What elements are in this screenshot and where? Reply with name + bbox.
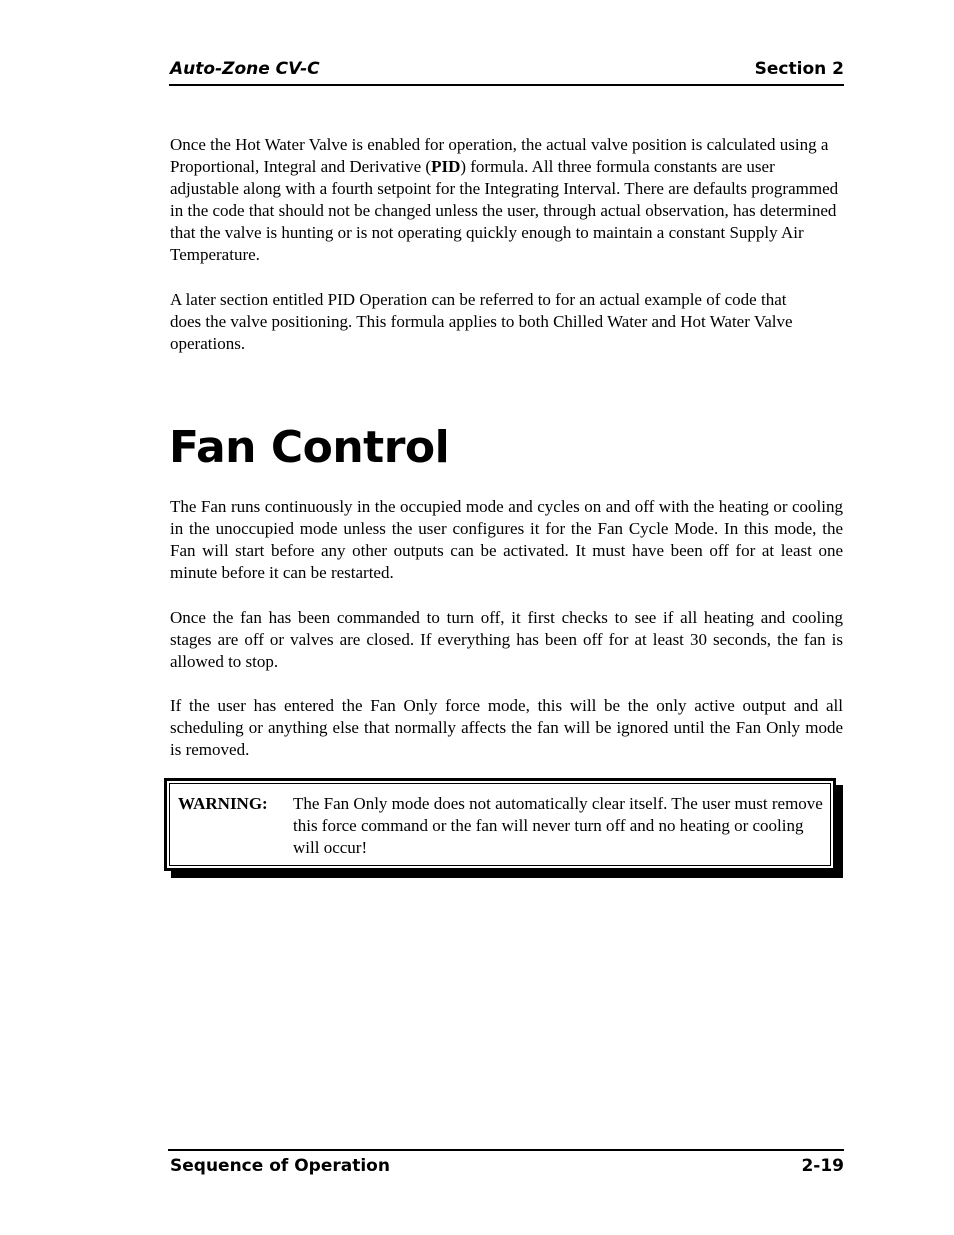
footer-page-number: 2-19 <box>801 1156 844 1176</box>
page-header <box>169 58 844 86</box>
paragraph-fan-operation: The Fan runs continuously in the occupied mode and cycles on and off with the heating or cooling in the unoccupied mode unless the user configures it for the Fan Cycle Mode. In this mode, the Fan will start before any other outputs can be activated. It must have been off for at least one minute before it can be restarted. <box>170 497 843 582</box>
warning-text: The Fan Only mode does not automatically clear itself. The user must remove this force command or the fan will never turn off and no heating or cooling will occur! <box>293 794 823 857</box>
pid-term: PID <box>431 157 461 176</box>
warning-label: WARNING: <box>178 794 268 813</box>
paragraph-fan-turn-off: Once the fan has been commanded to turn off, it first checks to see if all heating and cooling stages are off or valves are closed. If everything has been off for at least 30 seconds, the fan is allowed to stop. <box>170 608 843 671</box>
paragraph-fan-only-mode: If the user has entered the Fan Only force mode, this will be the only active output and all scheduling or anything else that normally affects the fan will be ignored until the Fan Only mode is removed. <box>170 696 843 759</box>
paragraph-hot-water-valve <box>170 134 845 266</box>
section-heading-fan-control: Fan Control <box>169 422 450 473</box>
paragraph-pid-reference: A later section entitled PID Operation can be referred to for an actual example of code that does the valve positioning. This formula applies to both Chilled Water and Hot Water Valve operations. <box>170 290 793 353</box>
footer-chapter-title: Sequence of Operation <box>170 1156 390 1176</box>
header-section-label: Section 2 <box>754 59 844 79</box>
paragraph-text: Once the Hot Water Valve is enabled for operation, the actual valve position is calculated using a Proportional, Integral and Derivative ( <box>170 135 829 176</box>
page-footer <box>168 1149 844 1181</box>
paragraph-text: ) formula. All three formula constants are user adjustable along with a fourth setpoint for the Integrating Interval. There are defaults programmed in the code that should not be changed unless the user, through actual observation, has determined that the valve is hunting or is not operating quickly enough to maintain a constant Supply Air Temperature. <box>170 157 839 264</box>
header-document-title: Auto-Zone CV-C <box>170 59 320 79</box>
warning-box <box>164 778 836 871</box>
